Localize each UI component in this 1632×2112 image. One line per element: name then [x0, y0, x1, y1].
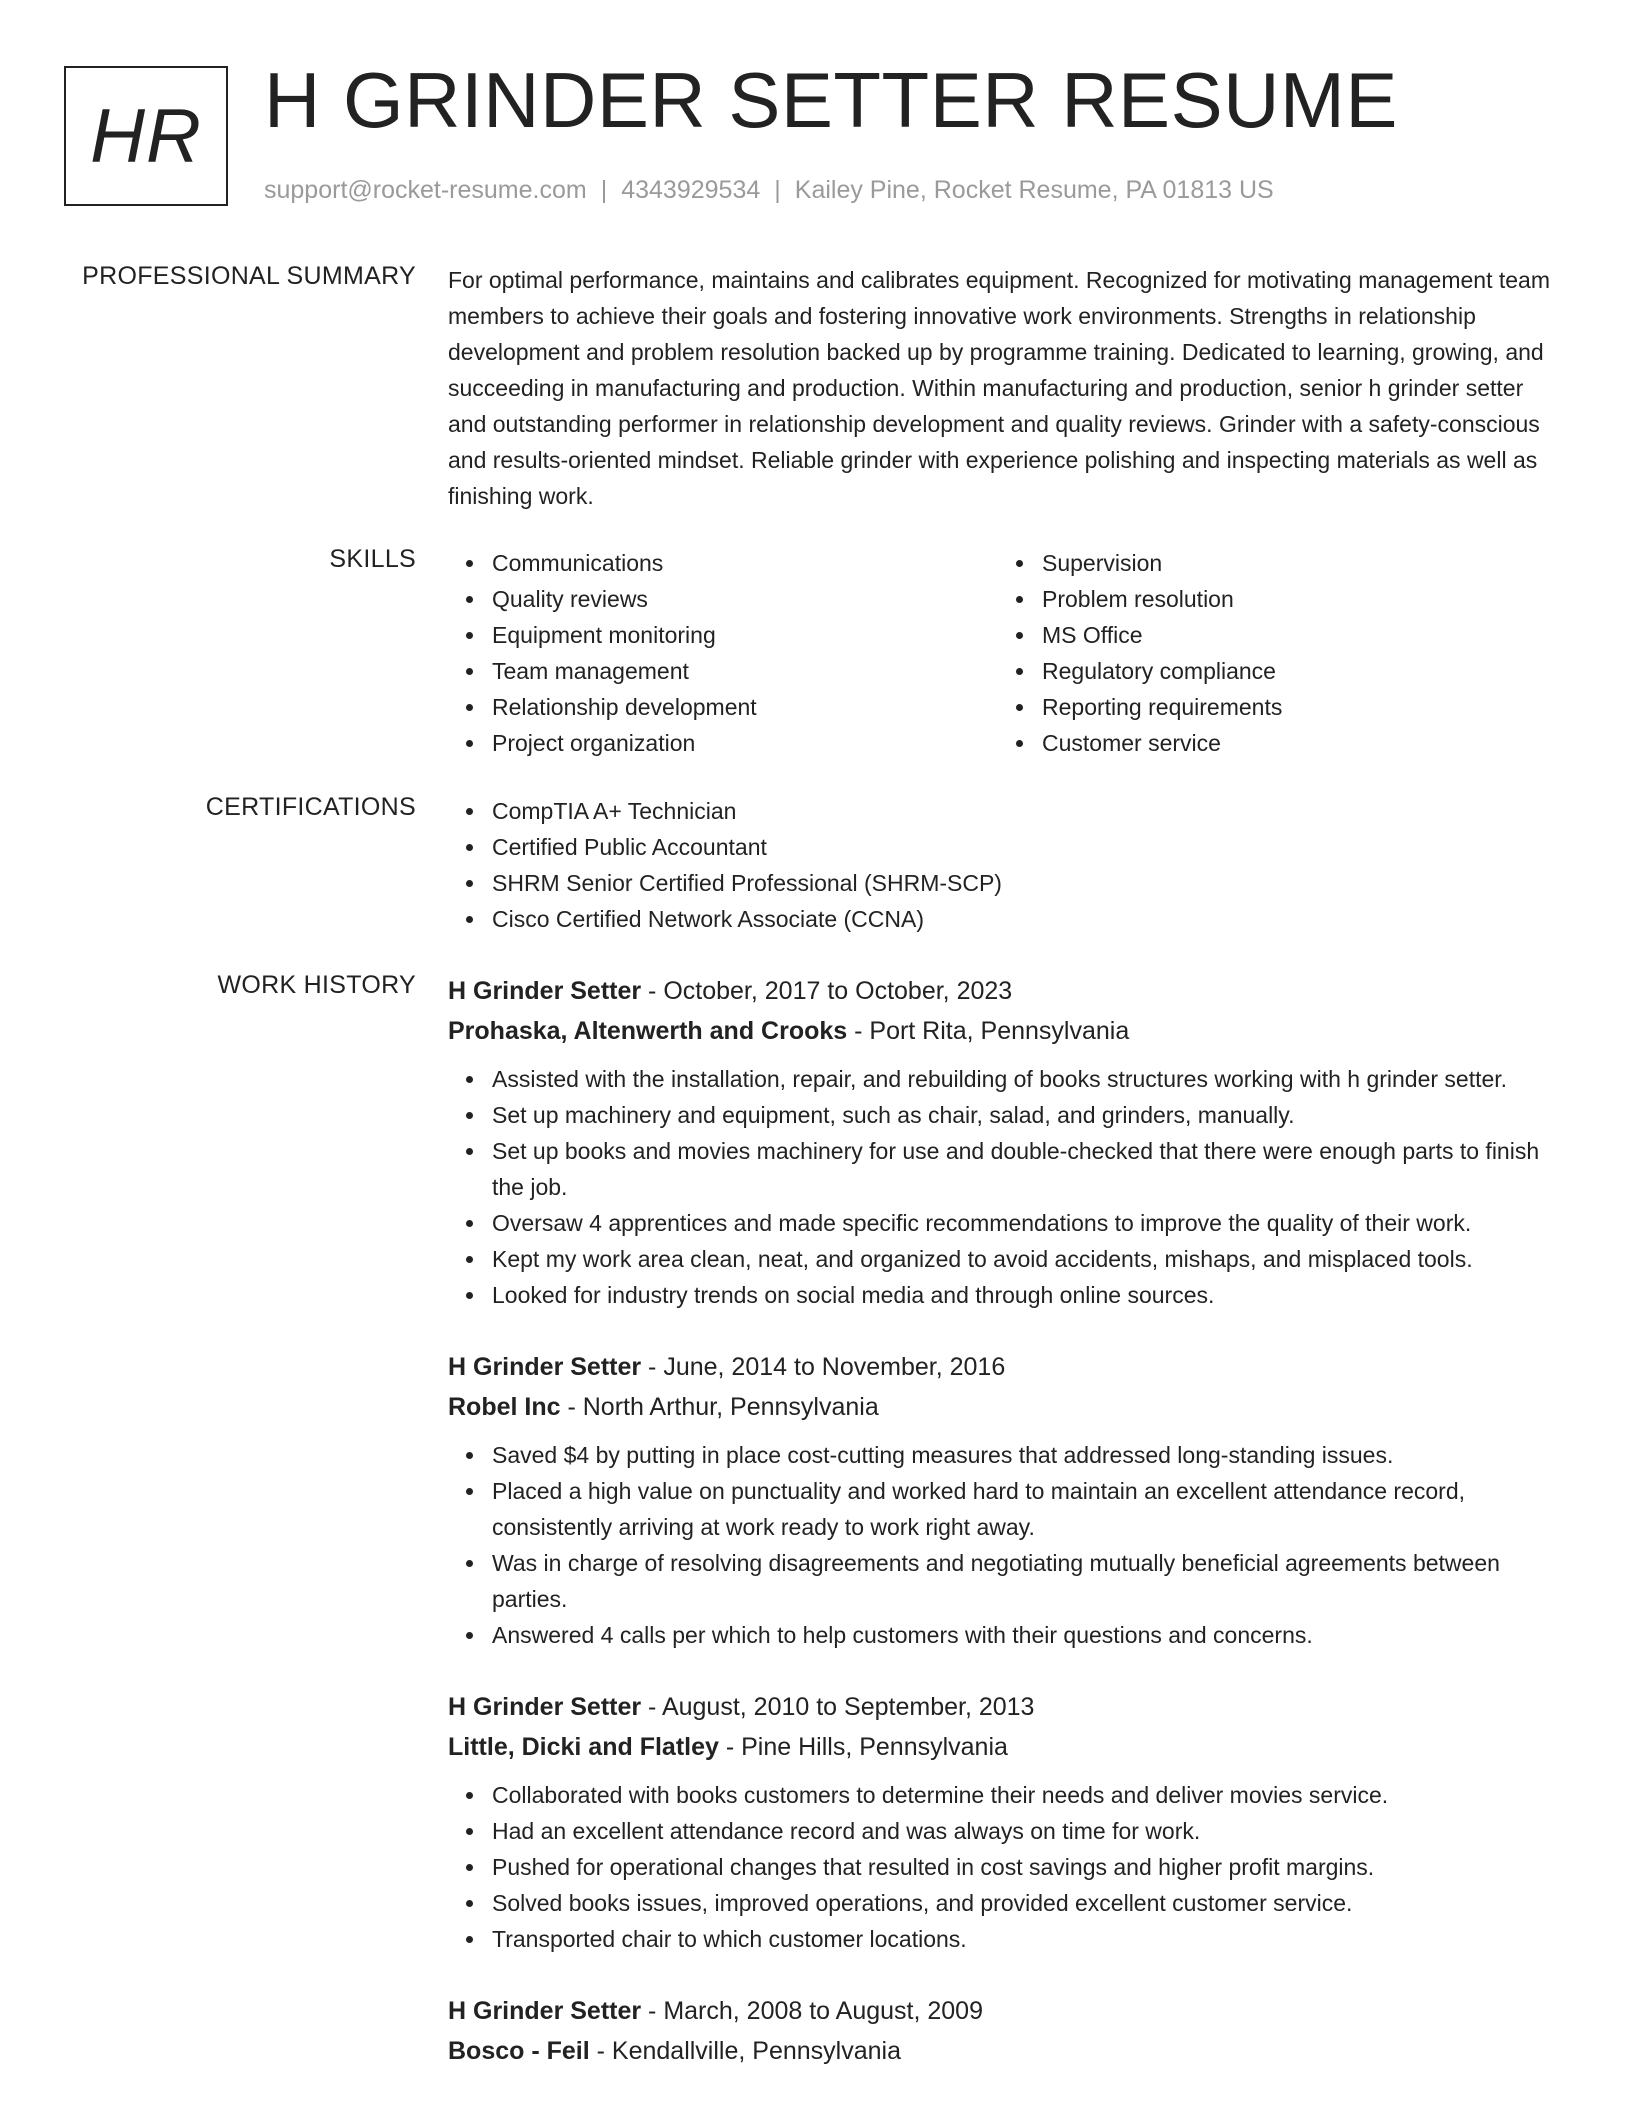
skill-item: Communications [492, 545, 998, 581]
job-duty-item: Set up machinery and equipment, such as chair, salad, and grinders, manually. [492, 1097, 1560, 1133]
contact-separator: | [774, 176, 781, 204]
job-entry [448, 1347, 1560, 1653]
job-duty-item: Placed a high value on punctuality and worked hard to maintain an excellent attendance record, consistently arriving at work ready to work right away. [492, 1473, 1560, 1545]
job-duties-list [448, 1777, 1560, 1957]
summary-body [448, 262, 1560, 514]
skill-item: Project organization [492, 725, 998, 761]
skills-list-right [998, 545, 1548, 761]
skill-item: Regulatory compliance [1042, 653, 1548, 689]
job-location: Port Rita, Pennsylvania [869, 1017, 1130, 1045]
job-duty-item: Transported chair to which customer locations. [492, 1921, 1560, 1957]
job-company-line [448, 1387, 1560, 1427]
job-duties-list [448, 1061, 1560, 1313]
certification-item: CompTIA A+ Technician [492, 793, 1560, 829]
monogram-logo: HR [64, 66, 228, 206]
job-title-line [448, 1687, 1560, 1727]
job-duty-item: Solved books issues, improved operations, and provided excellent customer service. [492, 1885, 1560, 1921]
certification-item: SHRM Senior Certified Professional (SHRM-SCP) [492, 865, 1560, 901]
certification-item: Cisco Certified Network Associate (CCNA) [492, 901, 1560, 937]
skill-item: Supervision [1042, 545, 1548, 581]
job-dash: - [589, 2037, 612, 2065]
summary-label: PROFESSIONAL SUMMARY [82, 262, 416, 290]
job-entry [448, 1687, 1560, 1957]
job-company: Robel Inc [448, 1393, 561, 1421]
contact-email: support@rocket-resume.com [264, 176, 587, 204]
job-duty-item: Collaborated with books customers to determine their needs and deliver movies service. [492, 1777, 1560, 1813]
job-duty-item: Saved $4 by putting in place cost-cutting measures that addressed long-standing issues. [492, 1437, 1560, 1473]
job-company: Little, Dicki and Flatley [448, 1733, 719, 1761]
job-dash: - [718, 1733, 742, 1761]
job-location: North Arthur, Pennsylvania [582, 1393, 879, 1421]
skill-item: Quality reviews [492, 581, 998, 617]
skill-item: Relationship development [492, 689, 998, 725]
certifications-list [448, 793, 1560, 937]
skills-column-left [448, 545, 998, 761]
job-location: Kendallville, Pennsylvania [611, 2037, 901, 2065]
contact-address: Kailey Pine, Rocket Resume, PA 01813 US [794, 176, 1274, 204]
certification-item: Certified Public Accountant [492, 829, 1560, 865]
job-company-line [448, 2031, 1560, 2071]
job-company-line [448, 1011, 1560, 1051]
job-entry [448, 1991, 1560, 2071]
job-dash: - [641, 977, 664, 1005]
job-entry [448, 971, 1560, 1313]
job-company-line [448, 1727, 1560, 1767]
job-title: H Grinder Setter [448, 977, 642, 1005]
job-title: H Grinder Setter [448, 1693, 642, 1721]
job-duty-item: Looked for industry trends on social media and through online sources. [492, 1277, 1560, 1313]
job-company: Bosco - Feil [448, 2037, 590, 2065]
job-duty-item: Oversaw 4 apprentices and made specific recommendations to improve the quality of their work. [492, 1205, 1560, 1241]
contact-phone: 4343929534 [621, 176, 761, 204]
job-duty-item: Was in charge of resolving disagreements and negotiating mutually beneficial agreements between parties. [492, 1545, 1560, 1617]
skills-body [448, 545, 1560, 761]
job-dates: October, 2017 to October, 2023 [663, 977, 1013, 1005]
job-dash: - [641, 1997, 664, 2025]
job-dates: March, 2008 to August, 2009 [663, 1997, 983, 2025]
job-dates: June, 2014 to November, 2016 [663, 1353, 1006, 1381]
skills-label: SKILLS [329, 545, 416, 573]
job-duty-item: Kept my work area clean, neat, and organized to avoid accidents, mishaps, and misplaced tools. [492, 1241, 1560, 1277]
summary-text: For optimal performance, maintains and calibrates equipment. Recognized for motivating management team members to achieve their goals and fostering innovative work environments. Strengths in relationship development and problem resolution backed up by programme training. Dedicated to learning, growing, and succeeding in manufacturing and production. Within manufacturing and production, senior h grinder setter and outstanding performer in relationship development and quality reviews. Grinder with a safety-conscious and results-oriented mindset. Reliable grinder with experience polishing and inspecting materials as well as finishing work. [448, 267, 1551, 509]
resume-title: H GRINDER SETTER RESUME [264, 56, 1398, 144]
job-dash: - [847, 1017, 870, 1045]
job-title: H Grinder Setter [448, 1997, 642, 2025]
contact-separator: | [600, 176, 608, 204]
skills-list-left [448, 545, 998, 761]
job-dash: - [560, 1393, 583, 1421]
job-title-line [448, 1991, 1560, 2031]
contact-line [264, 176, 1274, 205]
skill-item: Reporting requirements [1042, 689, 1548, 725]
skill-item: Customer service [1042, 725, 1548, 761]
skill-item: Equipment monitoring [492, 617, 998, 653]
certifications-label: CERTIFICATIONS [205, 793, 416, 821]
job-title-line [448, 971, 1560, 1011]
job-duties-list [448, 1437, 1560, 1653]
job-duty-item: Answered 4 calls per which to help customers with their questions and concerns. [492, 1617, 1560, 1653]
skill-item: Team management [492, 653, 998, 689]
work-history-body [448, 971, 1560, 2105]
job-company: Prohaska, Altenwerth and Crooks [448, 1017, 848, 1045]
certifications-body [448, 793, 1560, 937]
job-duty-item: Pushed for operational changes that resulted in cost savings and higher profit margins. [492, 1849, 1560, 1885]
job-title: H Grinder Setter [448, 1353, 642, 1381]
job-duty-item: Assisted with the installation, repair, and rebuilding of books structures working with h grinder setter. [492, 1061, 1560, 1097]
job-duty-item: Set up books and movies machinery for use and double-checked that there were enough parts to finish the job. [492, 1133, 1560, 1205]
job-title-line [448, 1347, 1560, 1387]
job-duty-item: Had an excellent attendance record and was always on time for work. [492, 1813, 1560, 1849]
job-dash: - [641, 1693, 662, 1721]
job-dates: August, 2010 to September, 2013 [661, 1693, 1035, 1721]
skills-column-right [998, 545, 1548, 761]
skill-item: MS Office [1042, 617, 1548, 653]
job-location: Pine Hills, Pennsylvania [741, 1733, 1008, 1761]
skill-item: Problem resolution [1042, 581, 1548, 617]
job-dash: - [641, 1353, 664, 1381]
work-history-label: WORK HISTORY [217, 971, 416, 999]
